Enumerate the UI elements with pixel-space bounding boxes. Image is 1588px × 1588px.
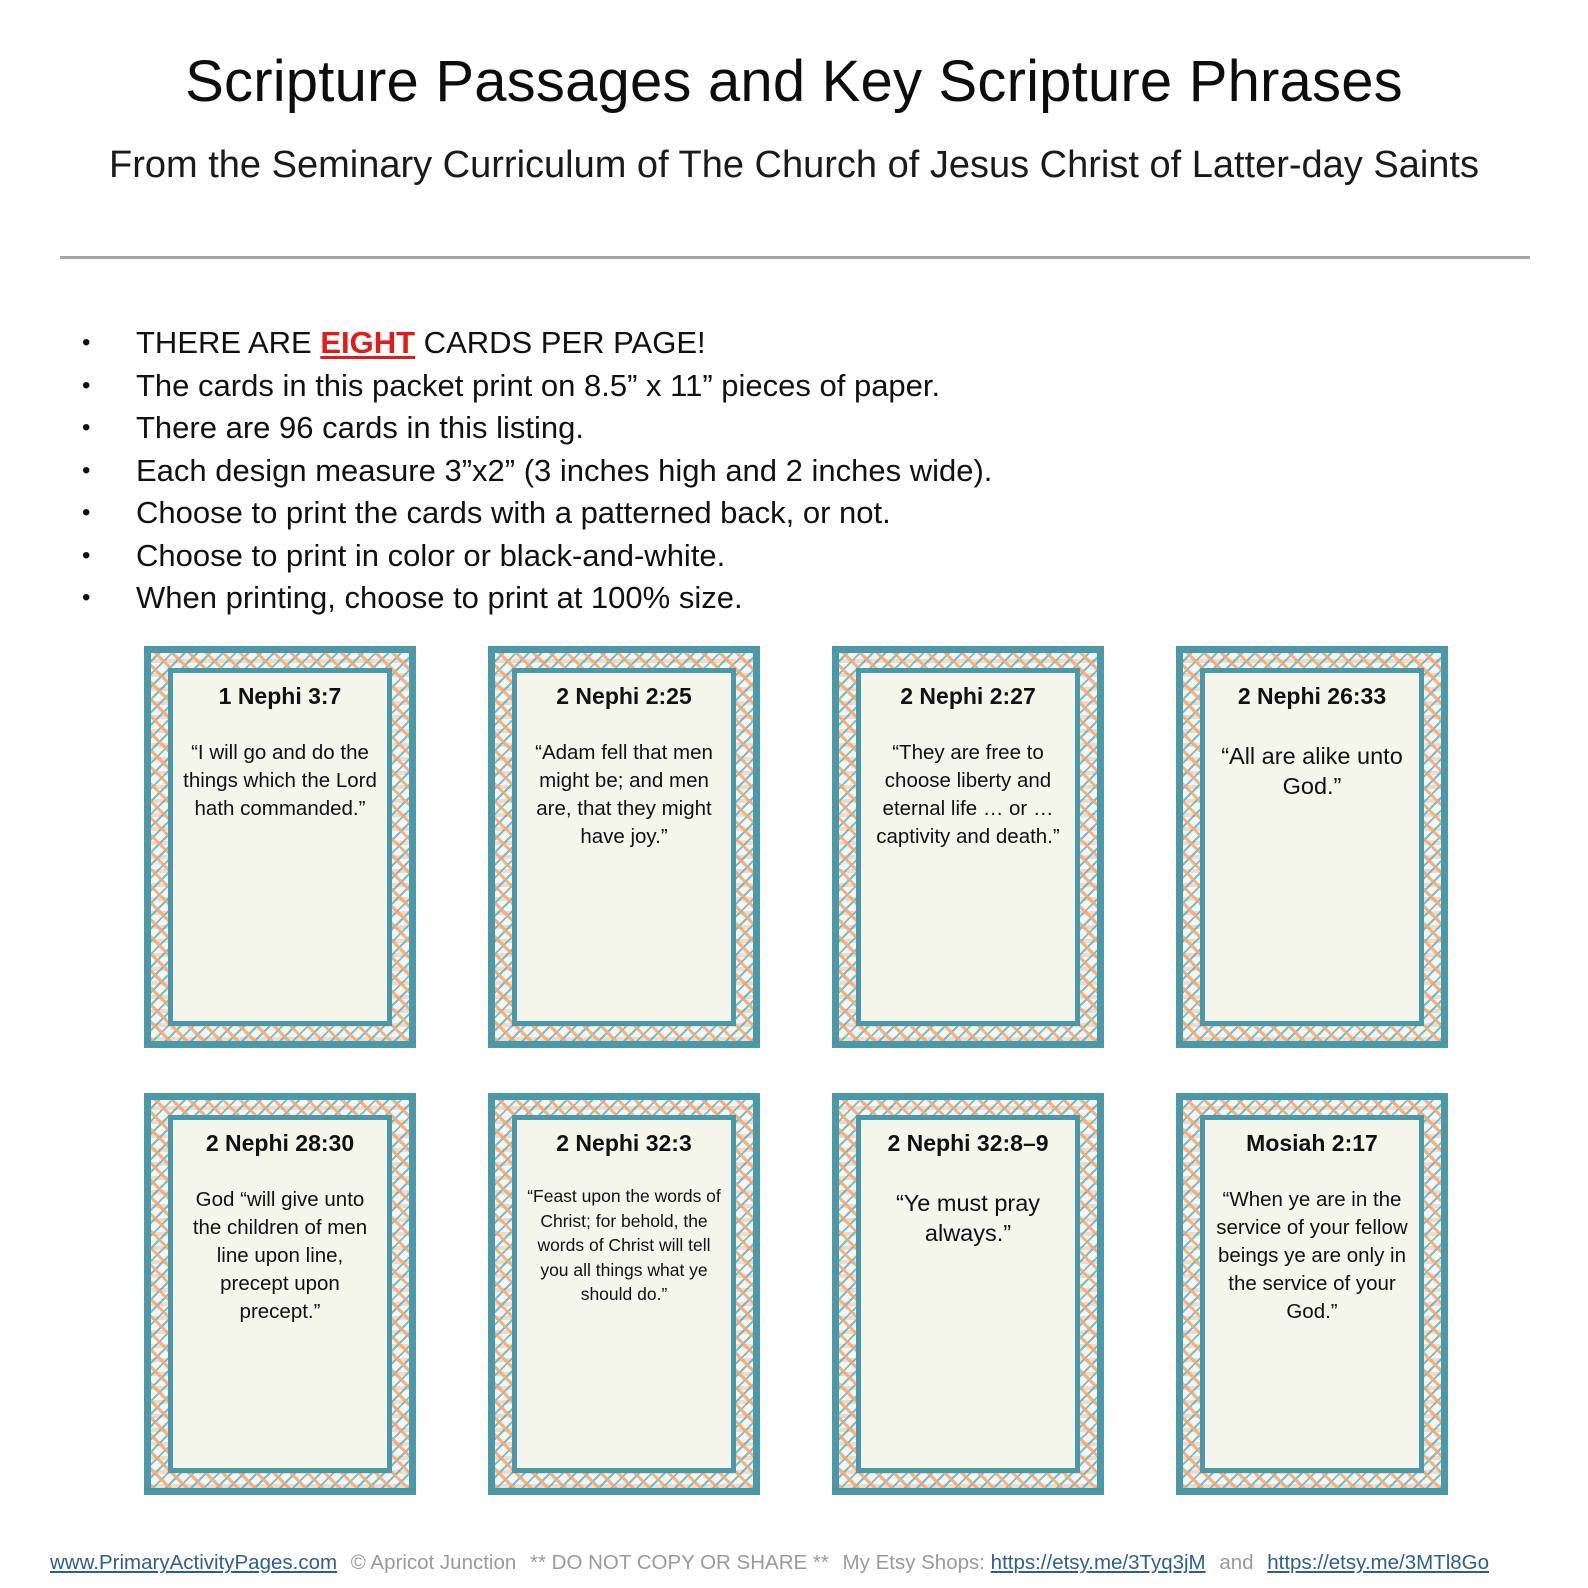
list-item: • THERE ARE EIGHT CARDS PER PAGE! — [82, 322, 992, 365]
card-reference: 2 Nephi 32:3 — [556, 1130, 692, 1156]
scripture-card — [144, 1093, 416, 1495]
bullet-icon: • — [82, 456, 91, 484]
site-link[interactable]: www.PrimaryActivityPages.com — [50, 1551, 338, 1574]
card-reference: 2 Nephi 26:33 — [1237, 683, 1387, 709]
etsy-shop-link-1[interactable]: https://etsy.me/3Tyq3jM — [990, 1551, 1206, 1574]
bullet-icon: • — [82, 499, 91, 526]
scripture-card — [488, 1093, 760, 1495]
card-quote: “I will go and do the things which the Lord hath commanded.” — [183, 741, 377, 820]
card-quote: “They are free to choose liberty and eternal life … or … captivity and death.” — [876, 741, 1060, 848]
card-quote: “Adam fell that men might be; and men are, that they might have joy.” — [535, 741, 713, 848]
card-reference: 2 Nephi 28:30 — [205, 1130, 355, 1156]
info-list — [82, 322, 992, 620]
list-item: • There are 96 cards in this listing. — [82, 407, 992, 450]
scripture-card — [832, 646, 1104, 1048]
card-reference: 2 Nephi 2:27 — [900, 683, 1036, 709]
card-content — [856, 668, 1080, 1026]
scripture-card — [1176, 1093, 1448, 1495]
scripture-card — [144, 646, 416, 1048]
card-quote: “All are alike unto God.” — [1221, 743, 1403, 799]
list-item: • Choose to print the cards with a patterned back, or not. — [82, 492, 992, 535]
card-quote: “Feast upon the words of Christ; for behold, the words of Christ will tell you all things what ye should do.” — [527, 1186, 721, 1304]
and-text: and — [1219, 1551, 1254, 1574]
card-reference: 2 Nephi 32:8–9 — [887, 1130, 1049, 1156]
card-quote: “Ye must pray always.” — [895, 1190, 1041, 1246]
bullet-icon: • — [82, 584, 91, 611]
eight-emphasis: EIGHT — [320, 325, 416, 360]
card-content — [856, 1115, 1080, 1473]
page-title: Scripture Passages and Key Scripture Phrases — [185, 49, 1403, 114]
list-item: • Choose to print in color or black-and-white. — [82, 535, 992, 578]
bullet-icon: • — [82, 371, 91, 399]
bullet-icon: • — [82, 541, 91, 569]
card-content — [1200, 668, 1424, 1026]
shops-label: My Etsy Shops: — [842, 1551, 985, 1574]
list-item: • Each design measure 3”x2” (3 inches high and 2 inches wide). — [82, 450, 992, 493]
scripture-card — [832, 1093, 1104, 1495]
bullet-icon: • — [82, 329, 91, 356]
bullet-icon: • — [82, 414, 91, 441]
etsy-shop-link-2[interactable]: https://etsy.me/3MTl8Go — [1267, 1551, 1490, 1574]
card-quote: “When ye are in the service of your fellow beings ye are only in the service of your God.” — [1216, 1188, 1408, 1323]
footer — [50, 1551, 1489, 1575]
card-reference: 1 Nephi 3:7 — [218, 683, 342, 709]
copy-notice: ** DO NOT COPY OR SHARE ** — [530, 1551, 829, 1574]
page-subtitle: From the Seminary Curriculum of The Church of Jesus Christ of Latter-day Saints — [109, 144, 1479, 186]
card-content — [1200, 1115, 1424, 1473]
card-reference: 2 Nephi 2:25 — [556, 683, 692, 709]
card-content — [168, 1115, 392, 1473]
card-quote: God “will give unto the children of men line upon line, precept upon precept.” — [192, 1188, 368, 1323]
scripture-card — [1176, 646, 1448, 1048]
copyright-text: © Apricot Junction — [350, 1551, 517, 1574]
list-item: • When printing, choose to print at 100% size. — [82, 577, 992, 620]
list-item: • The cards in this packet print on 8.5” x 11” pieces of paper. — [82, 365, 992, 408]
scripture-card — [488, 646, 760, 1048]
divider — [60, 256, 1530, 259]
card-reference: Mosiah 2:17 — [1246, 1130, 1378, 1156]
card-content — [512, 1115, 736, 1473]
card-content — [168, 668, 392, 1026]
card-content — [512, 668, 736, 1026]
